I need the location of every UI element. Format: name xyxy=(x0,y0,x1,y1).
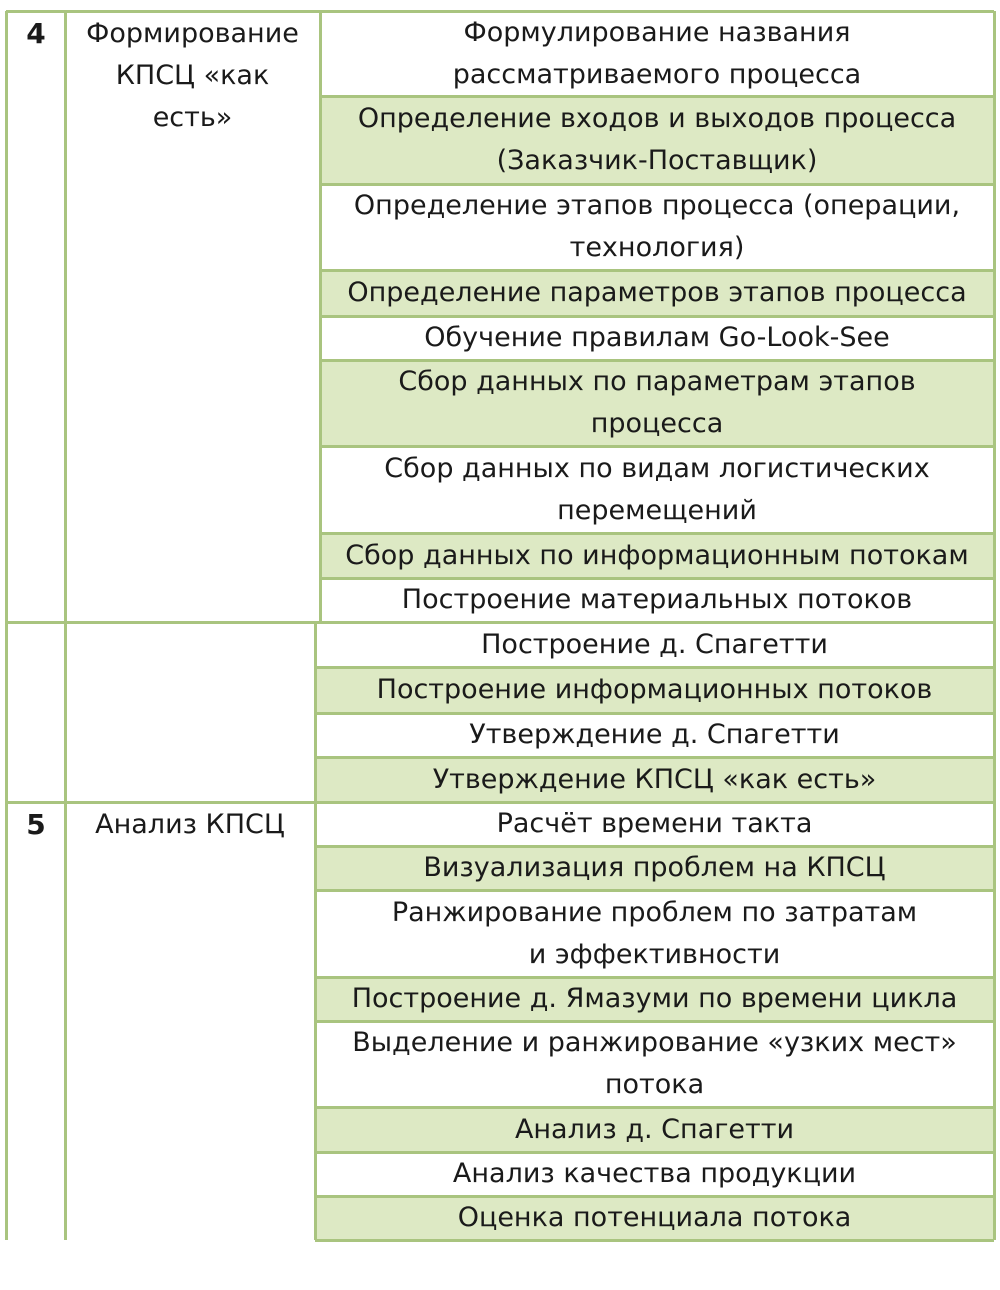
task-cell: Визуализация проблем на КПСЦ xyxy=(316,847,993,889)
task-cell: Расчёт времени такта xyxy=(496,808,813,839)
column-divider xyxy=(319,11,322,622)
task-cell: Выделение и ранжирование «узких мест» потока xyxy=(352,1027,957,1100)
row-divider xyxy=(320,577,994,580)
row-divider xyxy=(320,183,994,186)
row-divider xyxy=(315,1195,994,1198)
right-border xyxy=(993,802,996,1240)
task-cell: Построение д. Ямазуми по времени цикла xyxy=(316,978,993,1020)
task-cell: Формулирование названия рассматриваемого процесса xyxy=(452,16,862,90)
task-cell: Утверждение КПСЦ «как есть» xyxy=(316,758,993,801)
task-cell: Утверждение д. Спагетти xyxy=(469,719,840,750)
section-divider xyxy=(6,621,994,624)
row-divider xyxy=(315,1106,994,1109)
column-divider xyxy=(64,802,67,1240)
left-border xyxy=(5,11,8,622)
row-divider xyxy=(320,359,994,362)
row-divider xyxy=(315,712,994,715)
row-divider xyxy=(320,95,994,98)
task-cell: Определение параметров этапов процесса xyxy=(321,271,993,315)
stage-label: Формирование КПСЦ «как есть» xyxy=(86,18,299,133)
task-cell: Определение входов и выходов процесса (Заказчик-Поставщик) xyxy=(321,97,993,183)
task-cell: Построение д. Спагетти xyxy=(481,628,828,660)
task-cell: Ранжирование проблем по затратам и эффективности xyxy=(391,896,918,970)
row-divider xyxy=(315,1020,994,1023)
row-divider xyxy=(320,269,994,272)
task-cell: Сбор данных по видам логистических перемещений xyxy=(384,452,930,526)
row-divider xyxy=(320,315,994,318)
step-number: 4 xyxy=(26,17,46,50)
row-divider xyxy=(315,666,994,669)
task-cell: Анализ д. Спагетти xyxy=(316,1108,993,1151)
row-divider xyxy=(315,845,994,848)
row-divider xyxy=(315,1239,994,1242)
row-divider xyxy=(315,889,994,892)
task-cell: Определение этапов процесса (операции, технология) xyxy=(353,190,961,263)
row-divider xyxy=(315,756,994,759)
stage-label: Анализ КПСЦ xyxy=(95,809,285,840)
row-divider xyxy=(315,1151,994,1154)
left-border xyxy=(5,622,8,802)
row-divider xyxy=(320,532,994,535)
step-number: 5 xyxy=(26,808,46,841)
task-cell: Построение материальных потоков xyxy=(401,584,913,615)
right-border xyxy=(993,11,996,622)
task-cell: Анализ качества продукции xyxy=(452,1158,857,1189)
right-border xyxy=(993,622,996,802)
row-divider xyxy=(315,976,994,979)
column-divider xyxy=(314,622,317,802)
row-divider xyxy=(320,445,994,448)
column-divider xyxy=(314,802,317,1240)
task-cell: Оценка потенциала потока xyxy=(316,1197,993,1239)
column-divider xyxy=(64,622,67,802)
task-cell: Обучение правилам Go-Look-See xyxy=(424,322,890,353)
task-cell: Сбор данных по параметрам этапов процесса xyxy=(321,361,993,445)
task-cell: Построение информационных потоков xyxy=(316,668,993,712)
left-border xyxy=(5,802,8,1240)
task-cell: Сбор данных по информационным потокам xyxy=(321,534,993,577)
